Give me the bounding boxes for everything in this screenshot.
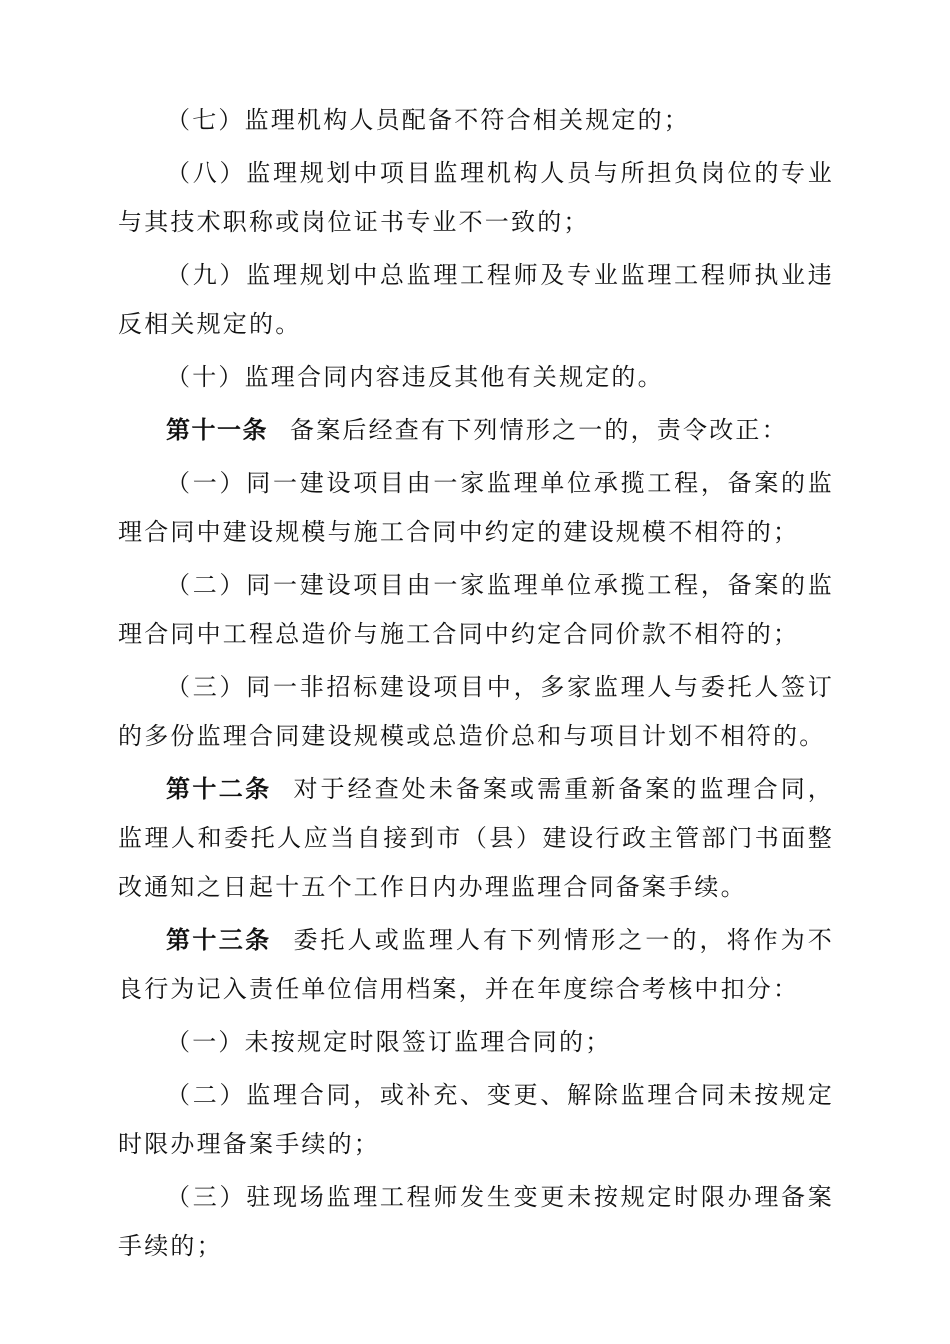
- paragraph-item-8: [118, 149, 834, 247]
- document-page: [118, 96, 834, 1275]
- article-11: [118, 406, 834, 455]
- paragraph-text: （一）未按规定时限签订监理合同的；: [166, 1028, 612, 1056]
- paragraph-item-10: [118, 353, 834, 402]
- paragraph-text: （二）同一建设项目由一家监理单位承揽工程，备案的监理合同中工程总造价与施工合同中约定合同价款不相符的；: [118, 571, 834, 648]
- paragraph-item-7: [118, 96, 834, 145]
- paragraph-text: （二）监理合同，或补充、变更、解除监理合同未按规定时限办理备案手续的；: [118, 1081, 834, 1158]
- article-11-item-2: [118, 561, 834, 659]
- article-11-item-1: [118, 459, 834, 557]
- paragraph-text: 对于经查处未备案或需重新备案的监理合同，监理人和委托人应当自接到市（县）建设行政主管部门书面整改通知之日起十五个工作日内办理监理合同备案手续。: [118, 775, 835, 901]
- article-13-item-2: [118, 1071, 834, 1169]
- article-12: [118, 765, 834, 912]
- article-13-item-1: [118, 1018, 834, 1067]
- paragraph-text: （一）同一建设项目由一家监理单位承揽工程，备案的监理合同中建设规模与施工合同中约定的建设规模不相符的；: [118, 469, 834, 546]
- paragraph-text: （三）同一非招标建设项目中，多家监理人与委托人签订的多份监理合同建设规模或总造价总和与项目计划不相符的。: [118, 673, 834, 750]
- paragraph-text: 委托人或监理人有下列情形之一的，将作为不良行为记入责任单位信用档案，并在年度综合考核中扣分：: [118, 926, 835, 1003]
- article-label: 第十二条: [166, 775, 272, 803]
- article-label: 第十三条: [166, 926, 272, 954]
- article-13: [118, 916, 834, 1014]
- paragraph-text: 备案后经查有下列情形之一的，责令改正：: [290, 416, 788, 444]
- article-11-item-3: [118, 663, 834, 761]
- paragraph-text: （九）监理规划中总监理工程师及专业监理工程师执业违反相关规定的。: [118, 261, 834, 338]
- paragraph-text: （八）监理规划中项目监理机构人员与所担负岗位的专业与其技术职称或岗位证书专业不一致的；: [118, 159, 834, 236]
- paragraph-text: （三）驻现场监理工程师发生变更未按规定时限办理备案手续的；: [118, 1183, 834, 1260]
- paragraph-text: （十）监理合同内容违反其他有关规定的。: [166, 363, 664, 391]
- paragraph-text: （七）监理机构人员配备不符合相关规定的；: [166, 106, 690, 134]
- paragraph-item-9: [118, 251, 834, 349]
- article-label: 第十一条: [166, 416, 268, 444]
- article-13-item-3: [118, 1173, 834, 1271]
